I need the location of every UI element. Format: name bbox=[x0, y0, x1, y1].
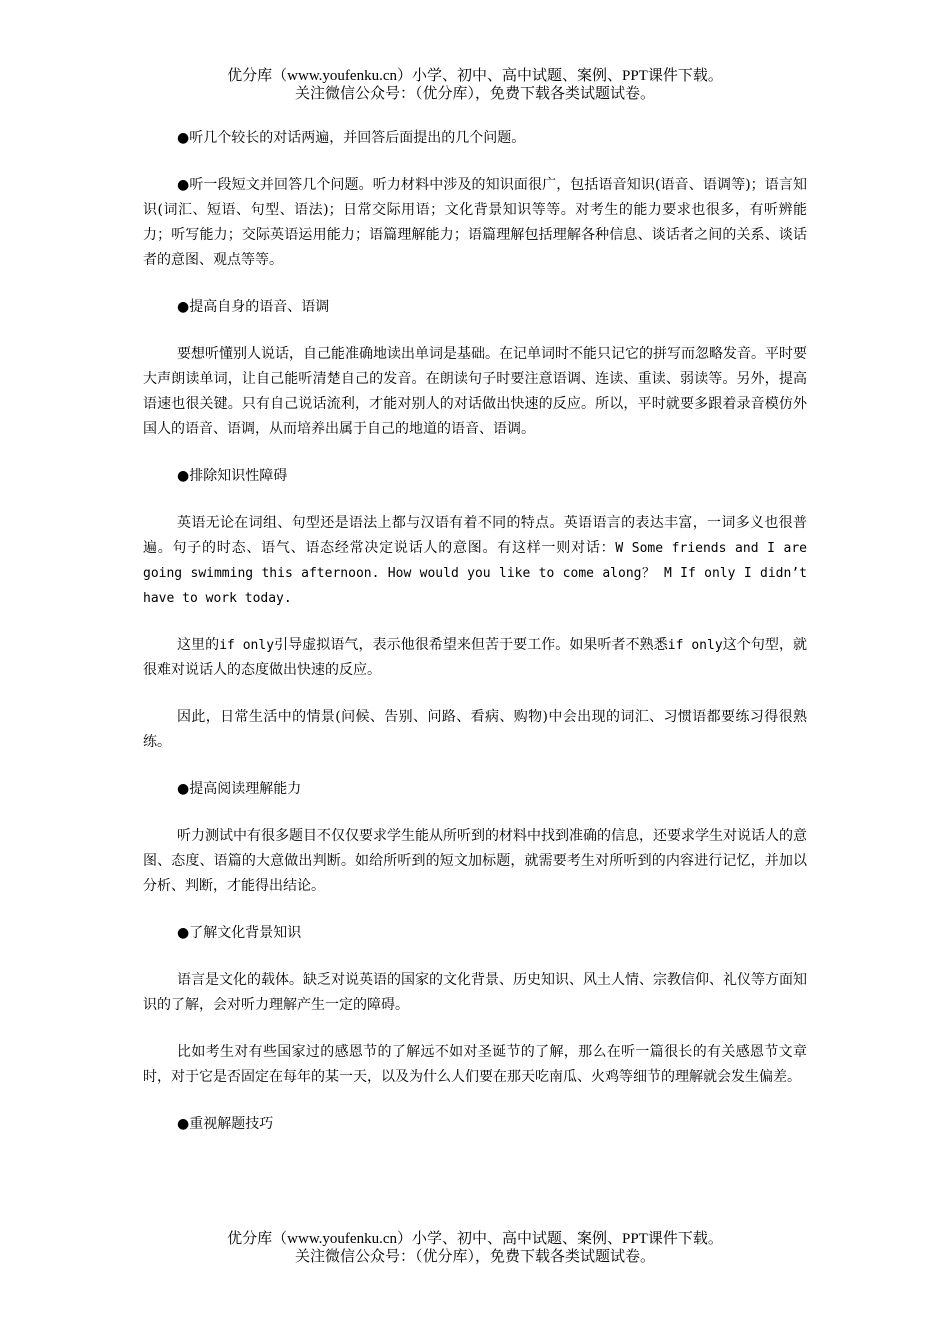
page-footer bbox=[0, 1230, 950, 1266]
paragraph: ●听一段短文并回答几个问题。听力材料中涉及的知识面很广，包括语音知识(语音、语调等)；语言知识(词汇、短语、句型、语法)；日常交际用语；文化背景知识等等。对考生的能力要求也很多，有听辨能力；听写能力；交际英语运用能力；语篇理解能力；语篇理解包括理解各种信息、谈话者之间的关系、谈话者的意图、观点等等。 bbox=[143, 177, 807, 268]
paragraph: 语言是文化的载体。缺乏对说英语的国家的文化背景、历史知识、风土人情、宗教信仰、礼仪等方面知识的了解，会对听力理解产生一定的障碍。 bbox=[143, 972, 807, 1013]
paragraph-text: 这里的 bbox=[177, 637, 220, 653]
document-body bbox=[143, 126, 807, 1159]
section-heading: ●提高阅读理解能力 bbox=[177, 781, 302, 797]
header-line-1: 优分库（www.youfenku.cn）小学、初中、高中试题、案例、PPT课件下载。 bbox=[227, 68, 723, 84]
paragraph bbox=[143, 511, 807, 611]
section-heading: ●了解文化背景知识 bbox=[177, 925, 302, 941]
paragraph-text: 引导虚拟语气，表示他很希望来但苦于要工作。如果听者不熟悉 bbox=[274, 637, 668, 653]
section-heading: ●重视解题技巧 bbox=[177, 1116, 274, 1132]
footer-line-1: 优分库（www.youfenku.cn）小学、初中、高中试题、案例、PPT课件下载。 bbox=[227, 1231, 723, 1247]
section-heading: ●提高自身的语音、语调 bbox=[177, 299, 330, 315]
paragraph-text: 英语无论在词组、句型还是语法上都与汉语有着不同的特点。英语语言的表达丰富，一词多义也很普遍。句子的时态、语气、语态经常决定说话人的意图。有这样一则对话： bbox=[143, 515, 807, 556]
section-heading: ●排除知识性障碍 bbox=[177, 468, 288, 484]
paragraph: 要想听懂别人说话，自己能准确地读出单词是基础。在记单词时不能只记它的拼写而忽略发音。平时要大声朗读单词，让自己能听清楚自己的发音。在朗读句子时要注意语调、连读、重读、弱读等。另外，提高语速也很关键。只有自己说话流利，才能对别人的对话做出快速的反应。所以，平时就要多跟着录音模仿外国人的语音、语调，从而培养出属于自己的地道的语音、语调。 bbox=[143, 346, 807, 437]
phrase-if-only: if only bbox=[219, 638, 275, 653]
footer-line-2: 关注微信公众号：（优分库），免费下载各类试题试卷。 bbox=[294, 1249, 655, 1265]
paragraph: 因此，日常生活中的情景(问候、告别、问路、看病、购物)中会出现的词汇、习惯语都要练习得很熟练。 bbox=[143, 709, 807, 750]
paragraph: 比如考生对有些国家过的感恩节的了解远不如对圣诞节的了解，那么在听一篇很长的有关感恩节文章时，对于它是否固定在每年的某一天，以及为什么人们要在那天吃南瓜、火鸡等细节的理解就会发生偏差。 bbox=[143, 1044, 807, 1085]
dialogue-example: W Some friends and I are going swimming this afternoon. How would you like to come along？ M If only I didn’t have to work today. bbox=[143, 541, 808, 606]
header-line-2: 关注微信公众号：（优分库），免费下载各类试题试卷。 bbox=[294, 86, 655, 102]
phrase-if-only: if only bbox=[667, 638, 723, 653]
paragraph: ●听几个较长的对话两遍，并回答后面提出的几个问题。 bbox=[177, 130, 526, 146]
paragraph-text: 这个句型，就很难对说话人的态度做出快速的反应。 bbox=[143, 637, 808, 678]
paragraph bbox=[143, 633, 807, 683]
page-header bbox=[0, 67, 950, 103]
paragraph: 听力测试中有很多题目不仅仅要求学生能从所听到的材料中找到准确的信息，还要求学生对说话人的意图、态度、语篇的大意做出判断。如给所听到的短文加标题，就需要考生对所听到的内容进行记忆，并加以分析、判断，才能得出结论。 bbox=[143, 828, 807, 894]
